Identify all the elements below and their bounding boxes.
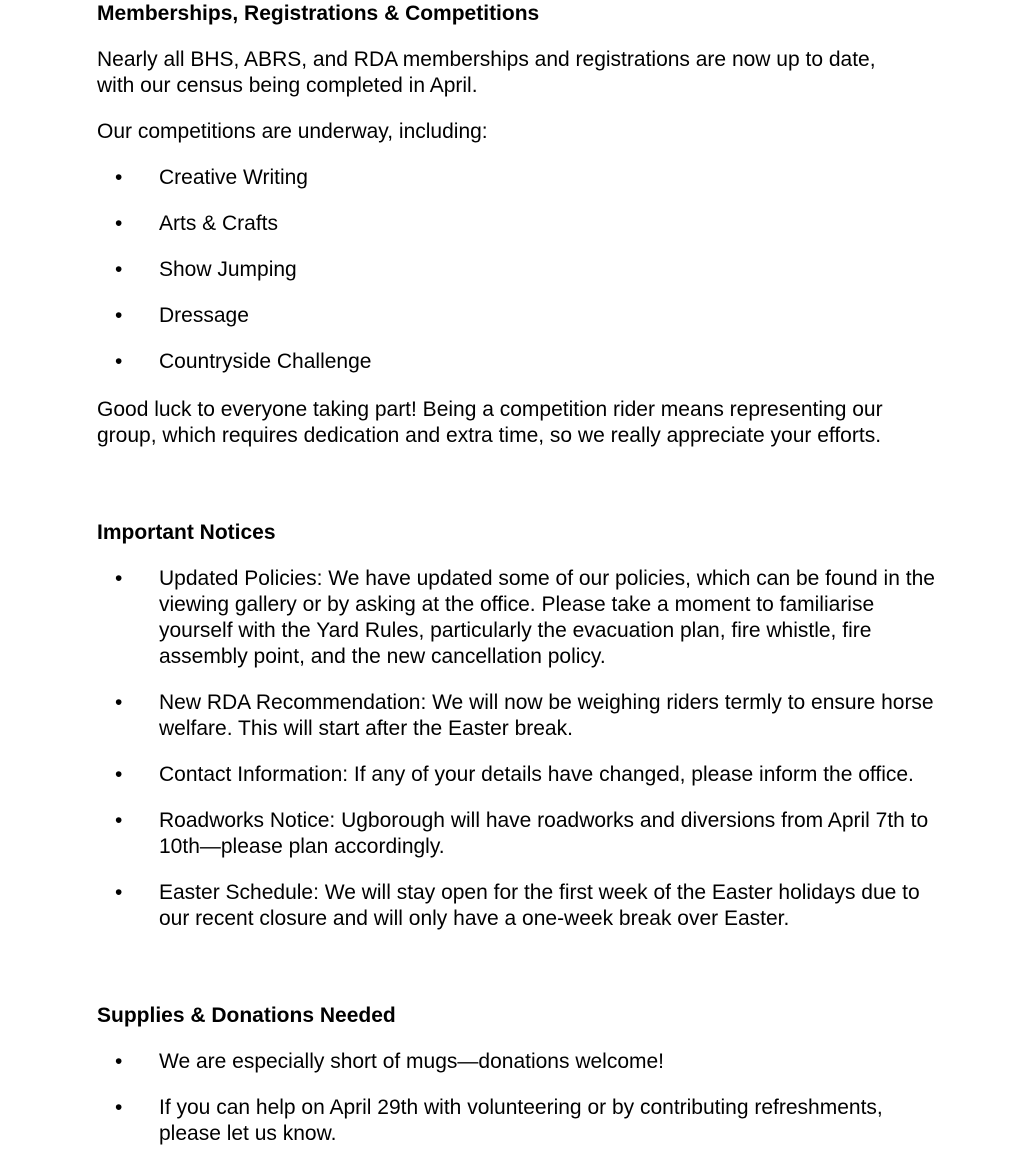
list-item-text: Contact Information: If any of your details have changed, please inform the office. — [159, 763, 914, 786]
list-item — [97, 690, 937, 742]
bullet-icon: • — [115, 809, 123, 832]
list-item-text: Creative Writing — [159, 166, 308, 189]
list-item — [97, 880, 937, 932]
notices-heading: Important Notices — [97, 521, 276, 544]
supplies-heading: Supplies & Donations Needed — [97, 1004, 396, 1027]
list-item — [97, 165, 897, 191]
list-item-text: Easter Schedule: We will stay open for the first week of the Easter holidays due to our recent closure and will only have a one-week break over Easter. — [159, 881, 920, 930]
list-item-text: Countryside Challenge — [159, 350, 372, 373]
list-item — [97, 1095, 937, 1147]
supplies-list — [97, 1049, 937, 1167]
list-item-text: Arts & Crafts — [159, 212, 279, 235]
bullet-icon: • — [115, 1096, 123, 1119]
list-item — [97, 257, 897, 283]
list-item — [97, 1049, 937, 1075]
list-item-text: We are especially short of mugs—donations welcome! — [159, 1050, 665, 1073]
bullet-icon: • — [115, 1050, 123, 1073]
list-item-text: Roadworks Notice: Ugborough will have roadworks and diversions from April 7th to 10th—please plan accordingly. — [159, 809, 929, 858]
bullet-icon: • — [115, 258, 123, 281]
list-item-text: New RDA Recommendation: We will now be weighing riders termly to ensure horse welfare. This will start after the Easter break. — [159, 691, 934, 740]
list-item — [97, 303, 897, 329]
list-item — [97, 566, 937, 670]
notices-list — [97, 566, 937, 952]
bullet-icon: • — [115, 881, 123, 904]
bullet-icon: • — [115, 567, 123, 590]
list-item-text: Updated Policies: We have updated some of our policies, which can be found in the viewing gallery or by asking at the office. Please take a moment to familiarise yourself with the Yard Rules, particularly the evacuation plan, fire whistle, fire assembly point, and the new cancellation policy. — [159, 567, 935, 668]
competitions-intro: Our competitions are underway, including: — [97, 120, 488, 143]
bullet-icon: • — [115, 763, 123, 786]
list-item — [97, 762, 937, 788]
bullet-icon: • — [115, 304, 123, 327]
list-item — [97, 211, 897, 237]
competitions-list — [97, 165, 897, 395]
list-item — [97, 808, 937, 860]
list-item — [97, 349, 897, 375]
list-item-text: Show Jumping — [159, 258, 297, 281]
competitions-closing: Good luck to everyone taking part! Being a competition rider means representing our group, which requires dedication and extra time, so we really appreciate your efforts. — [97, 398, 883, 447]
memberships-intro: Nearly all BHS, ABRS, and RDA memberships and registrations are now up to date, with our census being completed in April. — [97, 48, 876, 97]
bullet-icon: • — [115, 691, 123, 714]
bullet-icon: • — [115, 212, 123, 235]
bullet-icon: • — [115, 350, 123, 373]
memberships-heading: Memberships, Registrations & Competitions — [97, 2, 540, 25]
list-item-text: Dressage — [159, 304, 249, 327]
bullet-icon: • — [115, 166, 123, 189]
list-item-text: If you can help on April 29th with volunteering or by contributing refreshments, please let us know. — [159, 1096, 883, 1145]
